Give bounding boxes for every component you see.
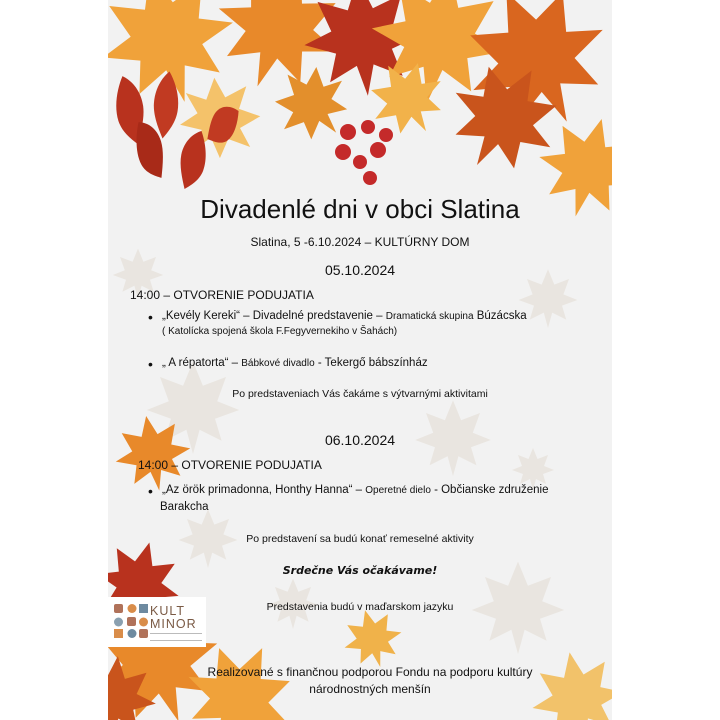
berries-icon bbox=[335, 120, 393, 185]
poster bbox=[108, 0, 612, 720]
greeting: Srdečne Vás očakávame! bbox=[282, 564, 438, 577]
bullet-icon: • bbox=[148, 483, 153, 499]
kult-minor-logo bbox=[108, 597, 206, 647]
day1-opening: 14:00 – OTVORENIE PODUJATIA bbox=[130, 288, 314, 302]
day1-item1-line2: ( Katolícka spojená škola F.Fegyvernekiho v Šahách) bbox=[162, 326, 398, 337]
day1-date: 05.10.2024 bbox=[324, 262, 396, 278]
event-location-dates: Slatina, 5 -6.10.2024 – KULTÚRNY DOM bbox=[250, 235, 470, 249]
day2-item1-line2: Barakcha bbox=[160, 501, 209, 513]
funding-line2: národnostných menšín bbox=[309, 682, 431, 696]
bullet-icon: • bbox=[148, 309, 153, 325]
day2-note: Po predstavení sa budú konať remeselné aktivity bbox=[246, 533, 474, 545]
day1-item2: „ A répatorta“ – Bábkové divadlo - Tekergő bábszínház bbox=[162, 357, 428, 369]
poster-title: Divadenlé dni v obci Slatina bbox=[200, 194, 520, 224]
day2-opening: 14:00 – OTVORENIE PODUJATIA bbox=[138, 458, 322, 472]
day2-date: 06.10.2024 bbox=[324, 432, 396, 448]
language-note: Predstavenia budú v maďarskom jazyku bbox=[266, 601, 454, 613]
day1-note: Po predstaveniach Vás čakáme s výtvarnými aktivitami bbox=[232, 388, 488, 400]
bullet-icon: • bbox=[148, 356, 153, 372]
logo-mark-icon bbox=[112, 602, 152, 642]
logo-text: KULT MINOR bbox=[150, 604, 197, 631]
day2-item1-line1: „Az örök primadonna, Honthy Hanna“ – Operetné dielo - Občianske združenie bbox=[162, 484, 549, 496]
funding-line1: Realizované s finančnou podporou Fondu na podporu kultúry bbox=[207, 665, 533, 679]
day1-item1-line1: „Kevély Kereki“ – Divadelné predstavenie – Dramatická skupina Búzácska bbox=[162, 310, 527, 322]
